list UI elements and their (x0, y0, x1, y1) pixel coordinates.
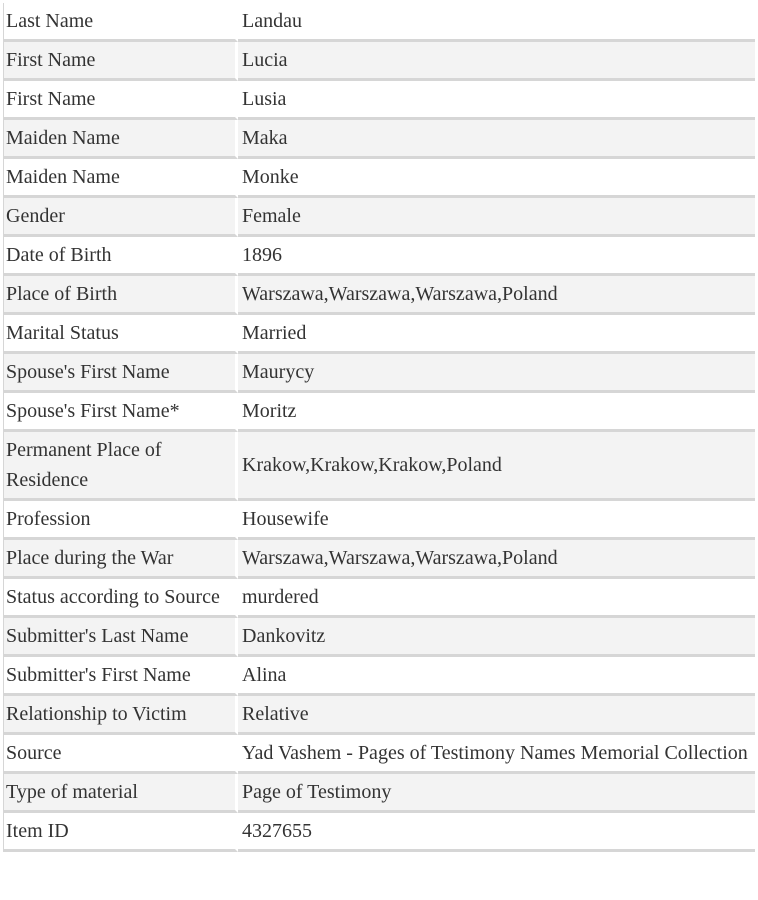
field-label: Place of Birth (3, 276, 238, 315)
field-label: Last Name (3, 3, 238, 42)
table-row (3, 501, 755, 540)
field-label: Spouse's First Name* (3, 393, 238, 432)
table-row (3, 315, 755, 354)
table-row (3, 618, 755, 657)
field-value: Dankovitz (238, 618, 755, 657)
table-row (3, 735, 755, 774)
field-label: Marital Status (3, 315, 238, 354)
field-value: 4327655 (238, 813, 755, 852)
field-value: Page of Testimony (238, 774, 755, 813)
table-row (3, 198, 755, 237)
table-row (3, 813, 755, 852)
field-label: Type of material (3, 774, 238, 813)
field-label: Relationship to Victim (3, 696, 238, 735)
table-row (3, 81, 755, 120)
field-label: Permanent Place of Residence (3, 432, 238, 501)
field-value: Lucia (238, 42, 755, 81)
field-label: Maiden Name (3, 159, 238, 198)
table-row (3, 657, 755, 696)
field-label: Place during the War (3, 540, 238, 579)
field-label: Submitter's Last Name (3, 618, 238, 657)
victim-record-table (3, 3, 755, 852)
table-row (3, 774, 755, 813)
field-value: Alina (238, 657, 755, 696)
field-label: First Name (3, 42, 238, 81)
field-value: Relative (238, 696, 755, 735)
field-value: Yad Vashem - Pages of Testimony Names Memorial Collection (238, 735, 755, 774)
field-value: Landau (238, 3, 755, 42)
field-label: Maiden Name (3, 120, 238, 159)
table-row (3, 159, 755, 198)
table-row (3, 42, 755, 81)
field-label: Gender (3, 198, 238, 237)
field-value: Monke (238, 159, 755, 198)
field-value: Krakow,Krakow,Krakow,Poland (238, 432, 755, 501)
field-value: Warszawa,Warszawa,Warszawa,Poland (238, 276, 755, 315)
table-row (3, 696, 755, 735)
field-label: Submitter's First Name (3, 657, 238, 696)
table-row (3, 276, 755, 315)
field-label: Profession (3, 501, 238, 540)
field-value: Maurycy (238, 354, 755, 393)
field-value: Lusia (238, 81, 755, 120)
table-row (3, 393, 755, 432)
field-label: Status according to Source (3, 579, 238, 618)
table-row (3, 120, 755, 159)
field-value: murdered (238, 579, 755, 618)
table-row (3, 354, 755, 393)
table-row (3, 540, 755, 579)
field-label: First Name (3, 81, 238, 120)
field-label: Spouse's First Name (3, 354, 238, 393)
table-row (3, 237, 755, 276)
field-label: Date of Birth (3, 237, 238, 276)
table-row (3, 432, 755, 501)
table-row (3, 579, 755, 618)
field-value: Female (238, 198, 755, 237)
field-value: Warszawa,Warszawa,Warszawa,Poland (238, 540, 755, 579)
field-label: Source (3, 735, 238, 774)
field-value: Housewife (238, 501, 755, 540)
field-value: Married (238, 315, 755, 354)
field-label: Item ID (3, 813, 238, 852)
field-value: 1896 (238, 237, 755, 276)
table-row (3, 3, 755, 42)
field-value: Maka (238, 120, 755, 159)
field-value: Moritz (238, 393, 755, 432)
